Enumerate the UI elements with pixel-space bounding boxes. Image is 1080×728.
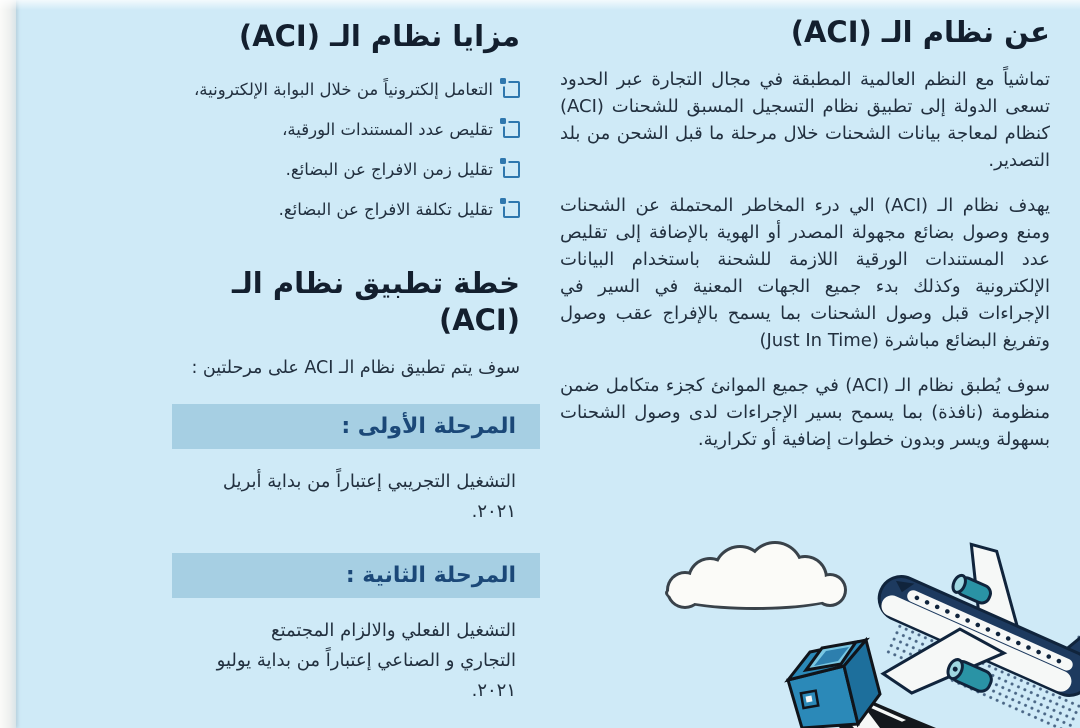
phase-1-title: المرحلة الأولى : [341,413,516,439]
list-item [150,158,520,181]
square-corner-bullet-icon [503,121,520,138]
airport-illustration [640,538,1080,728]
benefits-heading: مزايا نظام الـ (ACI) [238,19,520,53]
about-paragraph-3: سوف يُطبق نظام الـ (ACI) في جميع الموانئ كجزء متكامل ضمن منظومة (نافذة) بما يسمح بسير الإجراءات لدى وصول الشحنات بسهولة ويسر وبدون خطوات إضافية أو تكرارية. [560,375,1050,451]
benefit-label: تقليل زمن الافراج عن البضائع. [285,160,493,180]
benefit-label: تقليل تكلفة الافراج عن البضائع. [278,200,493,220]
phase-2-title: المرحلة الثانية : [345,562,516,588]
about-heading: عن نظام الـ (ACI) [790,15,1050,49]
square-corner-bullet-icon [503,161,520,178]
cloud-illustration [665,541,847,610]
plan-column [150,18,540,706]
list-item [150,78,520,101]
phase-1-band [172,404,540,449]
square-corner-bullet-icon [503,81,520,98]
phase-2-body: التشغيل الفعلي والالزام المجتمتع التجاري و الصناعي إعتباراً من بداية يوليو ٢٠٢١. [216,619,516,701]
about-section [560,14,1050,471]
plan-intro: سوف يتم تطبيق نظام الـ ACI على مرحلتين : [191,357,520,378]
about-paragraph-1: تماشياً مع النظم العالمية المطبقة في مجال التجارة عبر الحدود تسعى الدولة إلى تطبيق نظام التسجيل المسبق للشحنات (ACI) كنظام لمعاجة بيانات الشحنات خلال مرحلة ما قبل الشحن من بلد التصدير. [560,69,1050,172]
plan-heading: خطة تطبيق نظام الـ (ACI) [231,266,520,337]
benefit-label: التعامل إلكترونياً من خلال البوابة الإلكترونية، [193,80,493,100]
photo-edge-top [0,0,1080,10]
photo-edge-left [0,0,16,728]
benefit-label: تقليص عدد المستندات الورقية، [282,120,493,140]
about-paragraph-2: يهدف نظام الـ (ACI) الي درء المخاطر المحتملة عن الشحنات ومنع وصول بضائع مجهولة المصدر أو الهوية بالإضافة إلى تقليص عدد المستندات الورقية اللازمة للشحنة باستخدام البيانات الإلكترونية وكذلك بدء جميع الجهات المعنية في السير في الإجراءات قبل وصول الشحنات بما يسمح بالإفراج عقب وصول وتفريغ البضائع مباشرة (Just In Time) [560,195,1050,352]
phase-1-body: التشغيل التجريبي إعتباراً من بداية أبريل ٢٠٢١. [222,470,516,522]
benefits-list [150,78,520,221]
airplane-illustration [848,538,1080,728]
phase-2-band [172,553,540,598]
list-item [150,198,520,221]
square-corner-bullet-icon [503,201,520,218]
list-item [150,118,520,141]
